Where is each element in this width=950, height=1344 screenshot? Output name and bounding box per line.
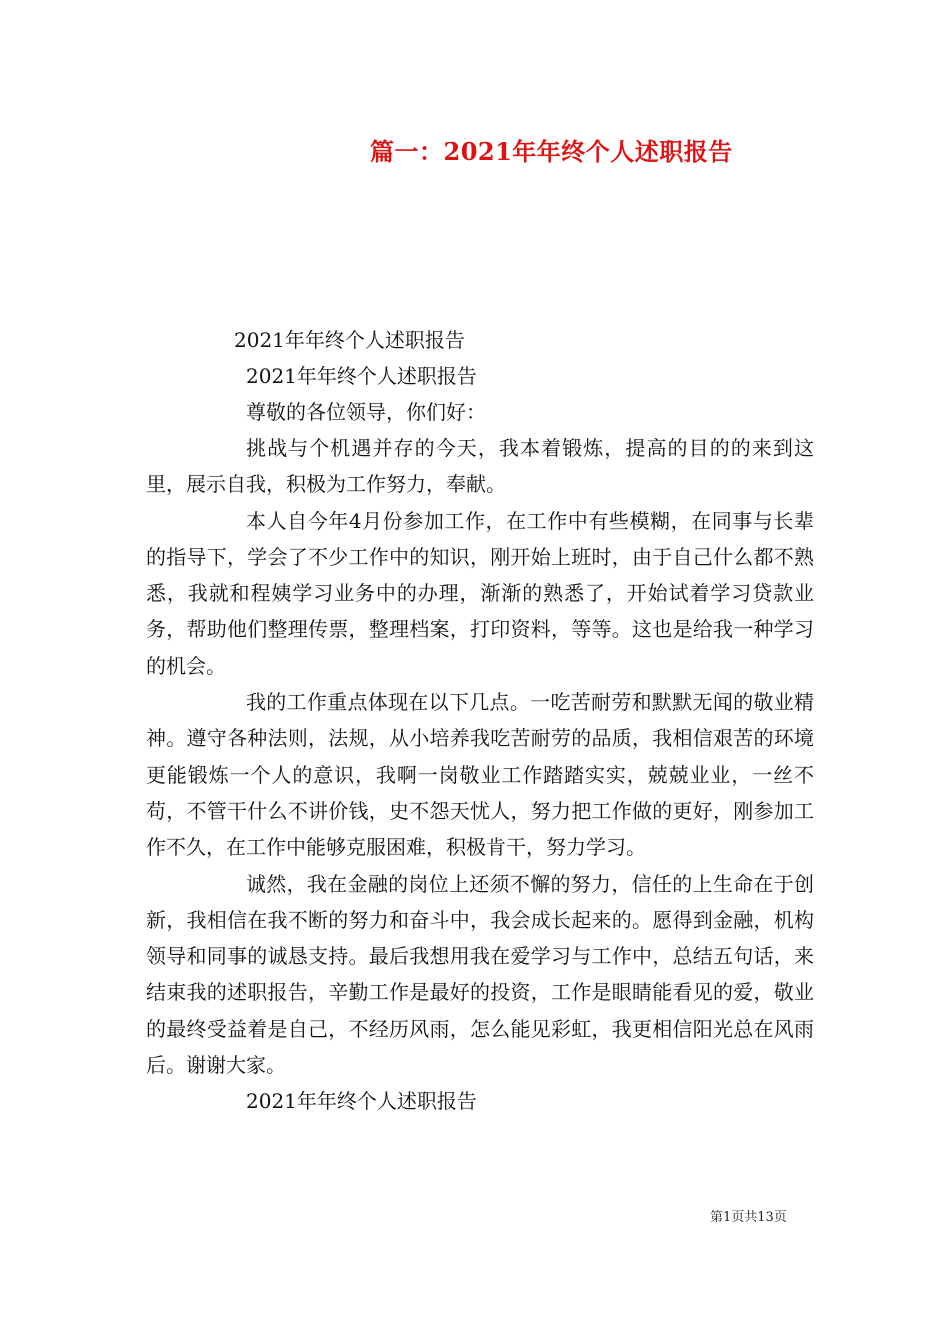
section-heading: 2021年年终个人述职报告 <box>234 328 465 352</box>
document-title: 篇一：2021年年终个人述职报告 <box>370 137 733 166</box>
section-heading: 2021年年终个人述职报告 <box>246 1089 477 1114</box>
paragraph: 挑战与个机遇并存的今天，我本着锻炼，提高的目的的来到这里，展示自我，积极为工作努力，奉献。 <box>146 436 814 497</box>
paragraph: 诚然，我在金融的岗位上还须不懈的努力，信任的上生命在于创新，我相信在我不断的努力和奋斗中，我会成长起来的。愿得到金融，机构领导和同事的诚恳支持。最后我想用我在爱学习与工作中，总结五句话，来结束我的述职报告，辛勤工作是最好的投资，工作是眼睛能看见的爱，敬业的最终受益着是自己，不经历风雨，怎么能见彩虹，我更相信阳光总在风雨后。谢谢大家。 <box>146 871 814 1078</box>
section-heading: 2021年年终个人述职报告 <box>246 364 477 388</box>
page-number: 第1页共13页 <box>710 1210 787 1225</box>
paragraph: 本人自今年4月份参加工作，在工作中有些模糊，在同事与长辈的指导下，学会了不少工作中的知识，刚开始上班时，由于自己什么都不熟悉，我就和程姨学习业务中的办理，渐渐的熟悉了，开始试着学习贷款业务，帮助他们整理传票，整理档案，打印资料，等等。这也是给我一种学习的机会。 <box>146 508 814 678</box>
paragraph: 我的工作重点体现在以下几点。一吃苦耐劳和默默无闻的敬业精神。遵守各种法则，法规，从小培养我吃苦耐劳的品质，我相信艰苦的环境更能锻炼一个人的意识，我啊一岗敬业工作踏踏实实，兢兢业业，一丝不苟，不管干什么不讲价钱，史不怨天忧人，努力把工作做的更好，刚参加工作不久，在工作中能够克服困难，积极肯干，努力学习。 <box>146 690 814 860</box>
salutation: 尊敬的各位领导，你们好： <box>246 400 486 424</box>
document-body <box>146 322 814 1119</box>
